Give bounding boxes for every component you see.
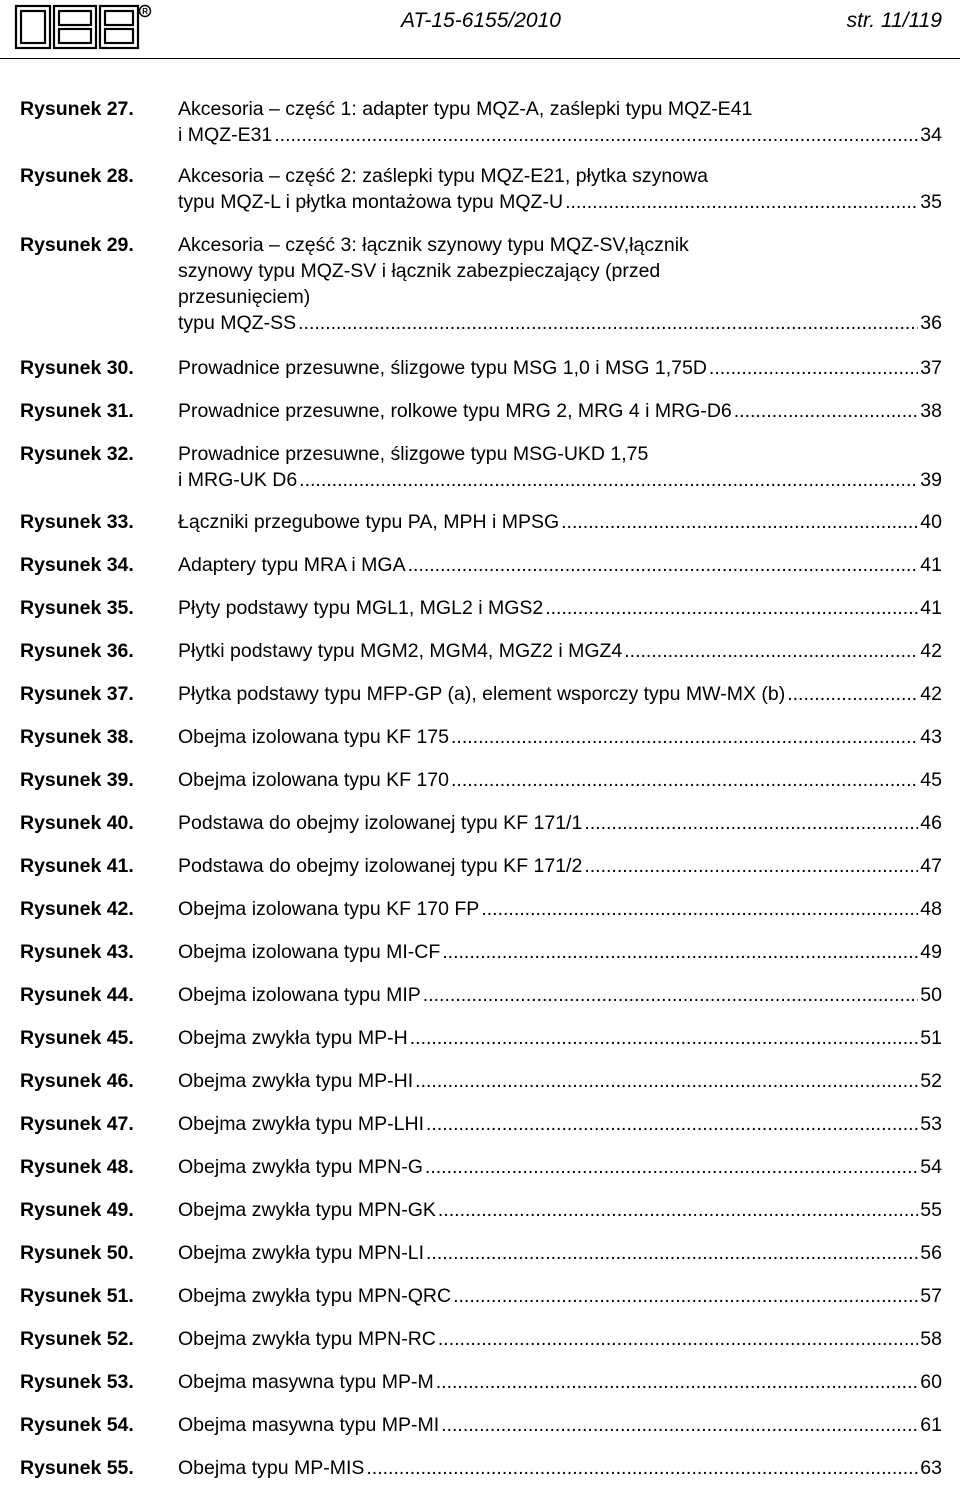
dot-leader: [441, 1412, 918, 1438]
dot-leader: [561, 509, 918, 535]
figure-caption: [178, 638, 942, 664]
caption-text: Obejma izolowana typu KF 175: [178, 726, 449, 748]
caption-text: Obejma zwykła typu MP-HI: [178, 1070, 414, 1092]
caption-text: Płytka podstawy typu MFP-GP (a), element wsporczy typu MW-MX (b): [178, 683, 786, 705]
dot-leader: [624, 638, 918, 664]
figure-caption: [178, 1412, 942, 1438]
page-reference[interactable]: 46: [920, 812, 942, 834]
page-number: str. 11/119: [846, 9, 942, 32]
page-reference[interactable]: 53: [920, 1113, 942, 1135]
caption-last-line: [178, 1326, 942, 1352]
figure-caption: [178, 681, 942, 707]
figure-caption: [178, 1154, 942, 1180]
dot-leader: [366, 1455, 918, 1481]
caption-text: Obejma izolowana typu MI-CF: [178, 941, 441, 963]
caption-last-line: [178, 467, 942, 493]
figure-caption: [178, 355, 942, 381]
caption-text: Obejma zwykła typu MPN-QRC: [178, 1285, 452, 1307]
figure-caption: [178, 163, 942, 215]
dot-leader: [709, 355, 918, 381]
figure-label: Rysunek 53.: [20, 1371, 134, 1393]
caption-text: Łączniki przegubowe typu PA, MPH i MPSG: [178, 511, 560, 533]
page-reference[interactable]: 58: [920, 1328, 942, 1350]
figure-caption: [178, 939, 942, 965]
dot-leader: [426, 1240, 918, 1266]
caption-last-line: [178, 1111, 942, 1137]
caption-text: Obejma masywna typu MP-MI: [178, 1414, 440, 1436]
page-reference[interactable]: 38: [920, 400, 942, 422]
caption-text: i MQZ-E31: [178, 124, 273, 146]
figure-label: Rysunek 47.: [20, 1113, 134, 1135]
dot-leader: [410, 1025, 919, 1051]
figure-caption: [178, 724, 942, 750]
figure-label: Rysunek 36.: [20, 640, 134, 662]
caption-last-line: [178, 939, 942, 965]
figure-caption: [178, 853, 942, 879]
caption-line: Akcesoria – część 2: zaślepki typu MQZ-E21, płytka szynowa: [178, 165, 708, 187]
page-reference[interactable]: 41: [920, 554, 942, 576]
figure-caption: [178, 1326, 942, 1352]
figure-label: Rysunek 49.: [20, 1199, 134, 1221]
figure-label: Rysunek 45.: [20, 1027, 134, 1049]
page-reference[interactable]: 54: [920, 1156, 942, 1178]
caption-last-line: [178, 767, 942, 793]
dot-leader: [451, 767, 918, 793]
figure-label: Rysunek 37.: [20, 683, 134, 705]
caption-last-line: [178, 896, 942, 922]
figure-caption: [178, 810, 942, 836]
dot-leader: [436, 1369, 919, 1395]
caption-line: szynowy typu MQZ-SV i łącznik zabezpieczający (przed: [178, 260, 661, 282]
page-reference[interactable]: 41: [920, 597, 942, 619]
caption-text: Obejma izolowana typu KF 170: [178, 769, 449, 791]
page-reference[interactable]: 34: [920, 124, 942, 146]
dot-leader: [453, 1283, 918, 1309]
figure-caption: [178, 1111, 942, 1137]
figure-caption: [178, 441, 942, 493]
page-reference[interactable]: 42: [920, 640, 942, 662]
figure-label: Rysunek 29.: [20, 234, 134, 256]
caption-text: Prowadnice przesuwne, ślizgowe typu MSG 1,0 i MSG 1,75D: [178, 357, 707, 379]
figure-label: Rysunek 46.: [20, 1070, 134, 1092]
figure-label: Rysunek 43.: [20, 941, 134, 963]
dot-leader: [415, 1068, 918, 1094]
figure-label: Rysunek 30.: [20, 357, 134, 379]
caption-text: typu MQZ-SS: [178, 312, 297, 334]
figure-label: Rysunek 39.: [20, 769, 134, 791]
caption-last-line: [178, 355, 942, 381]
caption-text: Adaptery typu MRA i MGA: [178, 554, 406, 576]
caption-last-line: [178, 398, 942, 424]
figure-label: Rysunek 44.: [20, 984, 134, 1006]
caption-text: Obejma zwykła typu MPN-LI: [178, 1242, 424, 1264]
figure-label: Rysunek 50.: [20, 1242, 134, 1264]
figure-label: Rysunek 52.: [20, 1328, 134, 1350]
page-reference[interactable]: 49: [920, 941, 942, 963]
caption-last-line: [178, 509, 942, 535]
figure-label: Rysunek 41.: [20, 855, 134, 877]
page-reference[interactable]: 43: [920, 726, 942, 748]
caption-text: Płytki podstawy typu MGM2, MGM4, MGZ2 i MGZ4: [178, 640, 623, 662]
figure-caption: [178, 1455, 942, 1481]
page-reference[interactable]: 47: [920, 855, 942, 877]
caption-last-line: [178, 982, 942, 1008]
caption-last-line: [178, 1240, 942, 1266]
figure-caption: [178, 398, 942, 424]
caption-line: Akcesoria – część 1: adapter typu MQZ-A, zaślepki typu MQZ-E41: [178, 98, 753, 120]
page-reference[interactable]: 39: [920, 469, 942, 491]
dot-leader: [734, 398, 919, 424]
figure-label: Rysunek 40.: [20, 812, 134, 834]
logo-graphic: [14, 4, 154, 50]
figure-caption: [178, 982, 942, 1008]
figure-caption: [178, 552, 942, 578]
caption-last-line: [178, 595, 942, 621]
figure-caption: [178, 1197, 942, 1223]
page-reference[interactable]: 55: [920, 1199, 942, 1221]
caption-text: Płyty podstawy typu MGL1, MGL2 i MGS2: [178, 597, 544, 619]
dot-leader: [425, 1154, 918, 1180]
caption-last-line: [178, 122, 942, 148]
caption-last-line: [178, 1283, 942, 1309]
dot-leader: [545, 595, 918, 621]
caption-last-line: [178, 1455, 942, 1481]
caption-text: Obejma zwykła typu MP-LHI: [178, 1113, 424, 1135]
dot-leader: [565, 189, 918, 215]
caption-text: Obejma izolowana typu MIP: [178, 984, 421, 1006]
caption-last-line: [178, 1025, 942, 1051]
figure-label: Rysunek 42.: [20, 898, 134, 920]
figure-caption: [178, 1369, 942, 1395]
page-reference[interactable]: 63: [920, 1457, 942, 1479]
figure-caption: [178, 1068, 942, 1094]
caption-text: Obejma typu MP-MIS: [178, 1457, 365, 1479]
figure-label: Rysunek 28.: [20, 165, 134, 187]
figure-caption: [178, 595, 942, 621]
page-header: [0, 0, 960, 59]
page-reference[interactable]: 57: [920, 1285, 942, 1307]
figure-label: Rysunek 55.: [20, 1457, 134, 1479]
dot-leader: [787, 681, 918, 707]
page-reference[interactable]: 48: [920, 898, 942, 920]
caption-text: Podstawa do obejmy izolowanej typu KF 171/2: [178, 855, 583, 877]
dot-leader: [438, 1197, 918, 1223]
dot-leader: [438, 1326, 918, 1352]
page-reference[interactable]: 36: [920, 312, 942, 334]
caption-last-line: [178, 1068, 942, 1094]
dot-leader: [423, 982, 919, 1008]
figure-label: Rysunek 54.: [20, 1414, 134, 1436]
dot-leader: [481, 896, 918, 922]
caption-line: Prowadnice przesuwne, ślizgowe typu MSG-UKD 1,75: [178, 443, 649, 465]
page-reference[interactable]: 61: [920, 1414, 942, 1436]
caption-last-line: [178, 1154, 942, 1180]
figure-caption: [178, 96, 942, 148]
svg-text:R: R: [142, 7, 148, 16]
caption-text: Obejma zwykła typu MPN-RC: [178, 1328, 436, 1350]
figure-caption: [178, 232, 942, 336]
page-reference[interactable]: 60: [920, 1371, 942, 1393]
caption-last-line: [178, 1197, 942, 1223]
figure-label: Rysunek 35.: [20, 597, 134, 619]
figure-label: Rysunek 33.: [20, 511, 134, 533]
page-reference[interactable]: 42: [920, 683, 942, 705]
page-reference[interactable]: 56: [920, 1242, 942, 1264]
caption-text: i MRG-UK D6: [178, 469, 298, 491]
figure-label: Rysunek 51.: [20, 1285, 134, 1307]
caption-last-line: [178, 638, 942, 664]
caption-text: Obejma zwykła typu MPN-GK: [178, 1199, 436, 1221]
company-logo: [14, 4, 154, 55]
caption-text: Prowadnice przesuwne, rolkowe typu MRG 2, MRG 4 i MRG-D6: [178, 400, 732, 422]
figure-label: Rysunek 31.: [20, 400, 134, 422]
caption-last-line: [178, 1369, 942, 1395]
figure-caption: [178, 1025, 942, 1051]
figure-label: Rysunek 48.: [20, 1156, 134, 1178]
page-reference[interactable]: 45: [920, 769, 942, 791]
dot-leader: [451, 724, 918, 750]
figure-caption: [178, 896, 942, 922]
caption-text: typu MQZ-L i płytka montażowa typu MQZ-U: [178, 191, 564, 213]
figure-label: Rysunek 32.: [20, 443, 134, 465]
caption-text: Obejma masywna typu MP-M: [178, 1371, 434, 1393]
dot-leader: [408, 552, 919, 578]
dot-leader: [584, 853, 918, 879]
page-reference[interactable]: 40: [920, 511, 942, 533]
caption-last-line: [178, 552, 942, 578]
caption-last-line: [178, 189, 942, 215]
dot-leader: [298, 310, 918, 336]
dot-leader: [442, 939, 918, 965]
dot-leader: [584, 810, 918, 836]
caption-text: Obejma izolowana typu KF 170 FP: [178, 898, 480, 920]
caption-last-line: [178, 853, 942, 879]
figure-label: Rysunek 27.: [20, 98, 134, 120]
document-id: AT-15-6155/2010: [401, 9, 561, 32]
caption-text: Obejma zwykła typu MPN-G: [178, 1156, 423, 1178]
figure-label: Rysunek 34.: [20, 554, 134, 576]
caption-last-line: [178, 310, 942, 336]
caption-line: przesunięciem): [178, 286, 311, 308]
figure-caption: [178, 1240, 942, 1266]
caption-last-line: [178, 1412, 942, 1438]
page-reference[interactable]: 52: [920, 1070, 942, 1092]
caption-last-line: [178, 681, 942, 707]
page-reference[interactable]: 51: [920, 1027, 942, 1049]
dot-leader: [426, 1111, 918, 1137]
figure-label: Rysunek 38.: [20, 726, 134, 748]
caption-text: Podstawa do obejmy izolowanej typu KF 171/1: [178, 812, 583, 834]
caption-last-line: [178, 810, 942, 836]
figure-caption: [178, 767, 942, 793]
figure-caption: [178, 1283, 942, 1309]
caption-text: Obejma zwykła typu MP-H: [178, 1027, 408, 1049]
dot-leader: [299, 467, 918, 493]
figure-caption: [178, 509, 942, 535]
page-reference[interactable]: 35: [920, 191, 942, 213]
dot-leader: [274, 122, 918, 148]
caption-line: Akcesoria – część 3: łącznik szynowy typu MQZ-SV,łącznik: [178, 234, 689, 256]
page-reference[interactable]: 37: [920, 357, 942, 379]
page-reference[interactable]: 50: [920, 984, 942, 1006]
caption-last-line: [178, 724, 942, 750]
